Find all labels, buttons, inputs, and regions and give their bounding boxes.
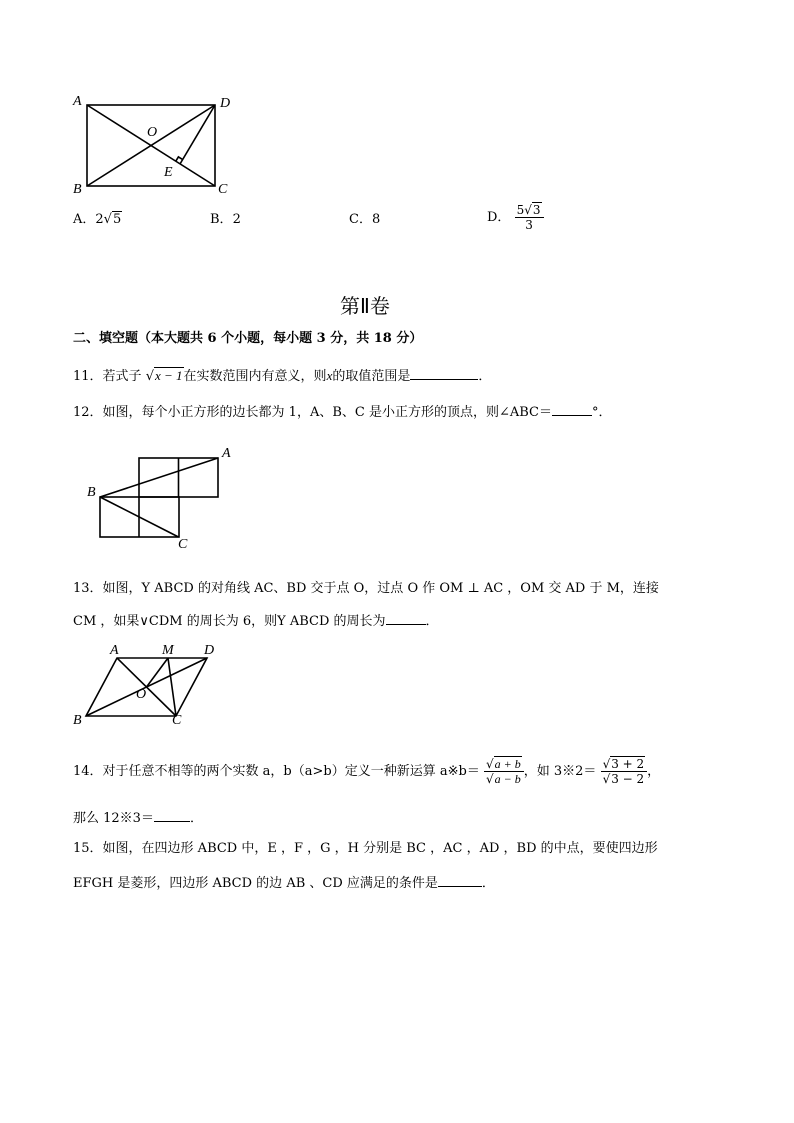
label-e: E — [164, 165, 173, 180]
q14-answer-blank[interactable] — [154, 808, 190, 822]
q15-answer-blank[interactable] — [438, 873, 482, 887]
option-c — [349, 211, 380, 229]
question-15-line-2 — [73, 873, 495, 893]
q14-frac1-den: a − b — [494, 772, 521, 786]
q13-label-b: B — [73, 713, 82, 728]
option-a-letter: A． — [73, 212, 96, 227]
q12-label-c: C — [178, 537, 188, 552]
q11-var: x — [326, 368, 333, 383]
option-c-value: 8 — [371, 212, 381, 227]
segment-mc — [168, 658, 176, 716]
q11-end: ． — [478, 369, 492, 384]
q14-pre: 对于任意不相等的两个实数 a，b（a>b）定义一种新运算 a※b＝ — [102, 764, 480, 779]
q11-pre: 若式子 — [102, 369, 142, 384]
option-a: A．2√5 — [73, 212, 122, 227]
rectangle-figure-svg — [70, 92, 240, 202]
option-a-radicand: 5 — [112, 212, 122, 227]
label-o: O — [147, 125, 158, 140]
section-title: 第Ⅱ卷 — [340, 294, 390, 318]
q11-answer-blank[interactable] — [410, 366, 478, 380]
q13-label-d: D — [204, 643, 215, 658]
label-b: B — [73, 182, 82, 197]
q13-label-m: M — [162, 643, 174, 658]
rectangle-figure — [70, 92, 240, 202]
q12-text: 如图，每个小正方形的边长都为 1，A、B、C 是小正方形的顶点，则∠ABC＝ — [102, 405, 552, 420]
q11-post: 的取值范围是 — [332, 369, 411, 384]
grid-figure — [80, 445, 250, 557]
option-b-letter: B． — [210, 212, 233, 227]
option-d — [487, 203, 544, 232]
q15-line2-text: EFGH 是菱形，四边形 ABCD 的边 AB 、CD 应满足的条件是 — [73, 876, 438, 891]
q12-end: °． — [592, 405, 612, 420]
option-c-letter: C． — [349, 212, 372, 227]
q13-end: ． — [425, 614, 439, 629]
q14-mid: ，如 3※2＝ — [523, 764, 597, 779]
q14-frac2-den: 3 − 2 — [611, 772, 645, 786]
label-d: D — [220, 96, 231, 111]
question-14 — [73, 752, 660, 792]
q12-label-a: A — [222, 446, 231, 461]
option-d-den: 3 — [525, 218, 533, 232]
q13-answer-blank[interactable] — [386, 611, 426, 625]
q14-end: ， — [647, 764, 661, 779]
q14-line2-text: 那么 12※3＝ — [73, 811, 154, 826]
question-13-line-1: 13．如图，Y ABCD 的对角线 AC、BD 交于点 O，过点 O 作 OM ⊥ AC ，OM 交 AD 于 M，连接 — [73, 581, 659, 596]
q14-line2-end: ． — [189, 811, 203, 826]
q14-fraction-2: $\frac{√3 + 2}{√3 - 2}$ — [601, 757, 648, 786]
option-b — [210, 211, 241, 229]
q13-line2-text: CM ，如果∨CDM 的周长为 6，则Y ABCD 的周长为 — [73, 614, 386, 629]
q14-frac2-num: 3 + 2 — [611, 757, 645, 771]
option-d-num-coef: 5 — [516, 203, 525, 217]
section-heading: 二、填空题（本大题共 6 个小题，每小题 3 分，共 18 分） — [73, 331, 423, 346]
label-c: C — [218, 182, 228, 197]
q12-number: 12． — [73, 405, 103, 420]
q11-number: 11． — [73, 369, 103, 384]
option-d-num-radicand: 3 — [532, 203, 541, 217]
q14-number: 14． — [73, 764, 103, 779]
q15-end: ． — [481, 876, 495, 891]
option-d-fraction: $\frac{5√3}{3}$ — [515, 203, 544, 232]
label-a: A — [73, 94, 82, 109]
question-12 — [73, 402, 612, 422]
q12-answer-blank[interactable] — [552, 402, 592, 416]
q13-label-a: A — [110, 643, 119, 658]
q14-frac1-num: a + b — [494, 757, 521, 771]
parallelogram-figure — [70, 640, 230, 735]
question-13-line-2 — [73, 611, 439, 631]
option-b-value: 2 — [232, 212, 241, 227]
q13-label-c: C — [172, 713, 182, 728]
question-15-line-1: 15．如图，在四边形 ABCD 中，E ，F ，G ，H 分别是 BC ，AC ，AD ，BD 的中点，要使四边形 — [73, 841, 658, 856]
q14-fraction-1: $\frac{√a + b}{√a - b}$ — [484, 757, 524, 786]
option-a-coef: 2 — [95, 212, 104, 227]
q12-label-b: B — [87, 485, 96, 500]
q13-label-o: O — [136, 687, 147, 702]
q11-mid: 在实数范围内有意义，则 — [183, 369, 327, 384]
segment-de — [180, 105, 215, 164]
question-14-line-2 — [73, 808, 203, 828]
segment-ba — [100, 458, 218, 497]
option-d-letter: D． — [487, 210, 511, 225]
question-11: 11．若式子 √x − 1在实数范围内有意义，则x的取值范围是 ． — [73, 368, 492, 384]
q11-radicand: x − 1 — [155, 368, 183, 383]
